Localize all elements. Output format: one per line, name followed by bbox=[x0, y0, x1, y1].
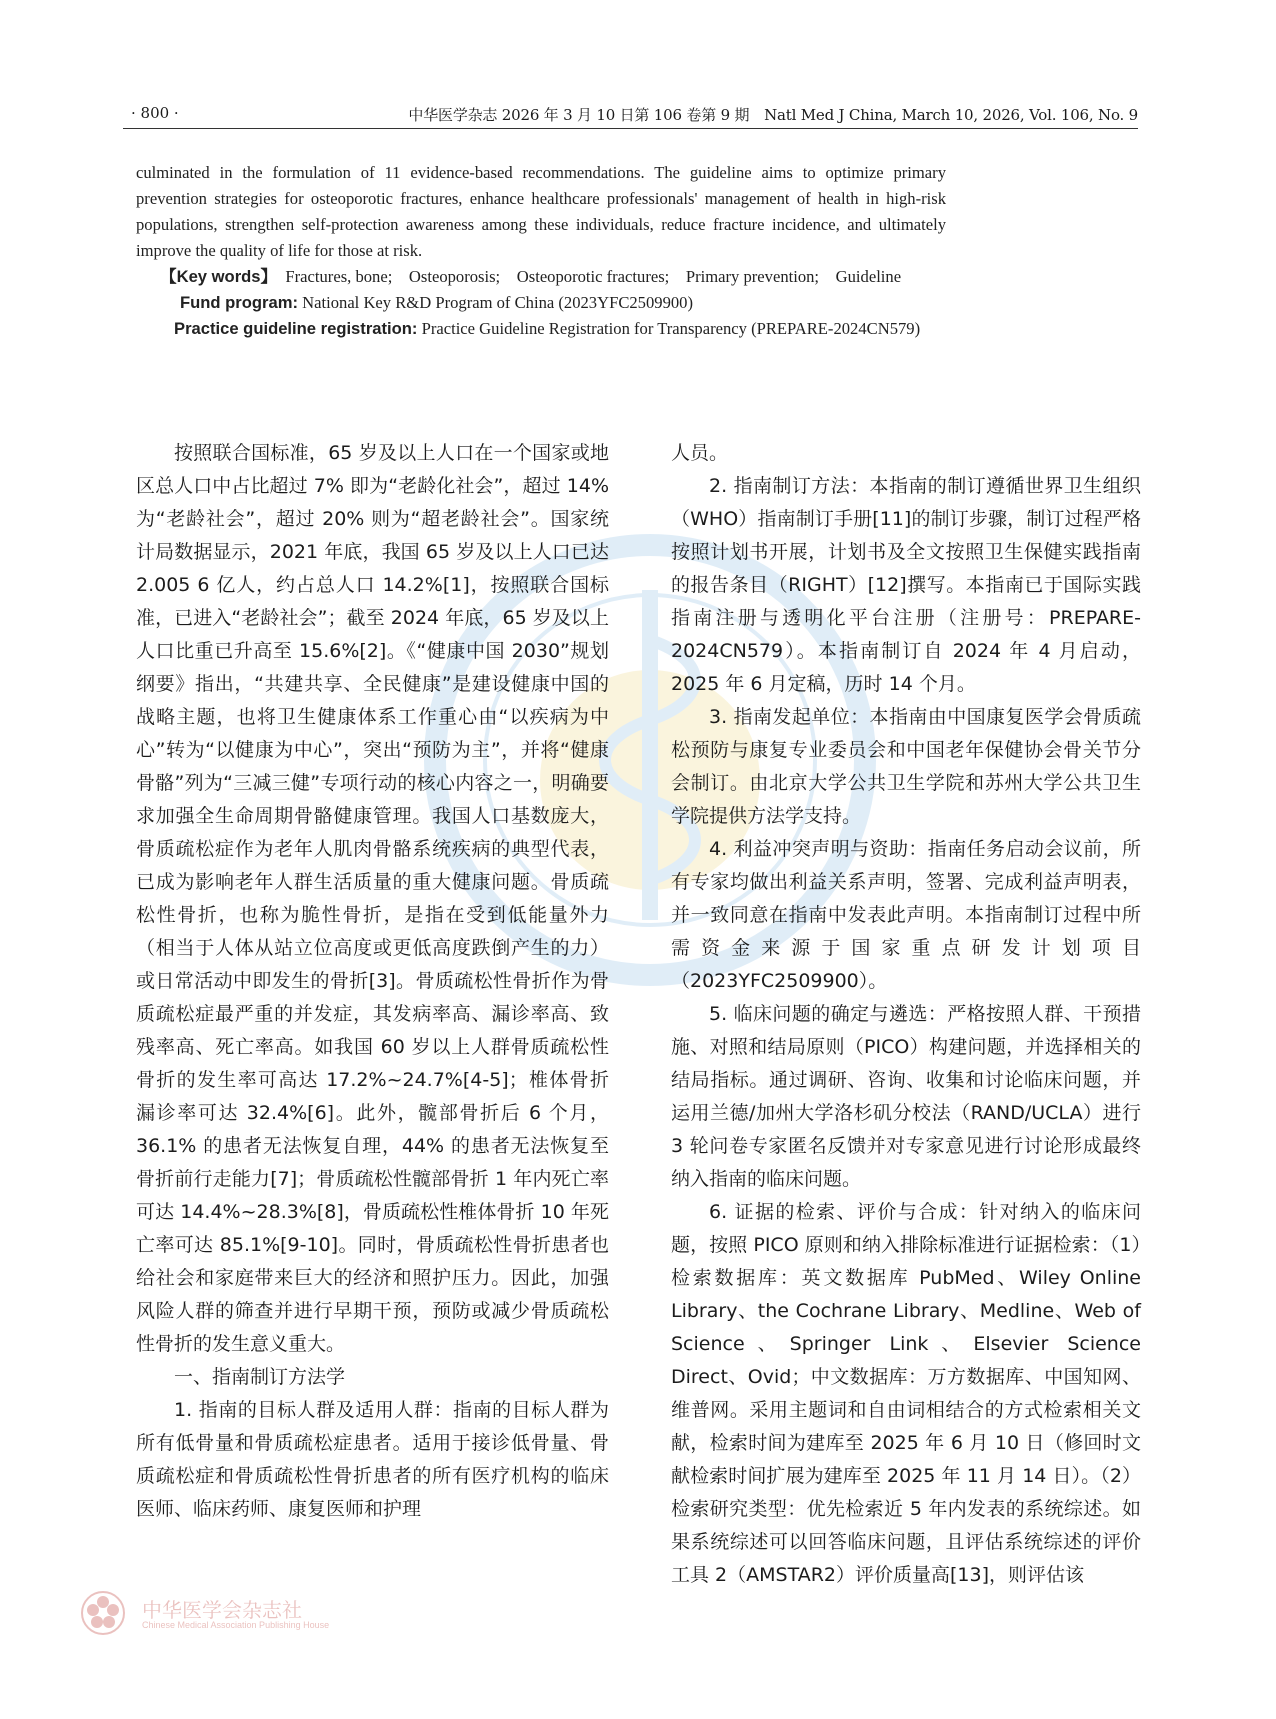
abstract-block bbox=[136, 160, 946, 342]
fund-line bbox=[136, 290, 946, 316]
publisher-name: 中华医学会杂志社 bbox=[142, 1598, 302, 1622]
publisher-logo bbox=[80, 1590, 600, 1640]
left-column bbox=[136, 437, 609, 1526]
abstract-text: culminated in the formulation of 11 evidence-based recommendations. The guideline aims to optimize primary prevention strategies for osteoporotic fractures, enhance healthcare professionals' management of health in high-risk populations, strengthen self-protection awareness among these individuals, reduce fracture incidence, and ultimately improve the quality of life for those at risk. bbox=[136, 163, 946, 260]
keywords-label: 【Key words】 bbox=[160, 267, 269, 286]
method-paragraph: 2. 指南制订方法：本指南的制订遵循世界卫生组织（WHO）指南制订手册[11]的制订步骤，制订过程严格按照计划书开展，计划书及全文按照卫生保健实践指南的报告条目（RIGHT）[12]撰写。本指南已于国际实践指南注册与透明化平台注册（注册号：PREPARE-2024CN579）。本指南制订自 2024 年 4 月启动，2025 年 6 月定稿，历时 14 个月。 bbox=[671, 475, 1141, 695]
continuation-text: 人员。 bbox=[671, 442, 729, 464]
journal-citation: 中华医学杂志 2026 年 3 月 10 日第 106 卷第 9 期 Natl Med J China, March 10, 2026, Vol. 106, No. 9 bbox=[408, 106, 1138, 124]
fund-label: Fund program: bbox=[180, 293, 298, 312]
section-heading: 一、指南制订方法学 bbox=[174, 1366, 346, 1388]
registration-text: Practice Guideline Registration for Transparency (PREPARE-2024CN579) bbox=[421, 319, 921, 338]
page-header bbox=[123, 102, 1138, 129]
right-column bbox=[671, 437, 1141, 1592]
evidence-paragraph: 6. 证据的检索、评价与合成：针对纳入的临床问题，按照 PICO 原则和纳入排除标准进行证据检索：（1）检索数据库：英文数据库 PubMed、Wiley Online Library、the Cochrane Library、Medline、Web of Science、Springer Link、Elsevier Science Direct、Ovid；中文数据库：万方数据库、中国知网、维普网。采用主题词和自由词相结合的方式检索相关文献，检索时间为建库至 2025 年 6 月 10 日（修回时文献检索时间扩展为建库至 2025 年 11 月 14 日）。（2）检索研究类型：优先检索近 5 年内发表的系统综述。如果系统综述可以回答临床问题，且评估系统综述的评价工具 2（AMSTAR2）评价质量高[13]，则评估该 bbox=[671, 1201, 1141, 1586]
flower-seal-icon bbox=[80, 1590, 126, 1636]
clinical-questions-paragraph: 5. 临床问题的确定与遴选：严格按照人群、干预措施、对照和结局原则（PICO）构建问题，并选择相关的结局指标。通过调研、咨询、收集和讨论临床问题，并运用兰德/加州大学洛杉矶分校法（RAND/UCLA）进行 3 轮问卷专家匿名反馈并对专家意见进行讨论形成最终纳入指南的临床问题。 bbox=[671, 1003, 1141, 1190]
intro-paragraph: 按照联合国标准，65 岁及以上人口在一个国家或地区总人口中占比超过 7% 即为“老龄化社会”，超过 14% 为“老龄社会”，超过 20% 则为“超老龄社会”。国家统计局数据显示，2021 年底，我国 65 岁及以上人口已达 2.005 6 亿人，约占总人口 14.2%[1]，按照联合国标准，已进入“老龄社会”；截至 2024 年底，65 岁及以上人口比重已升高至 15.6%[2]。《“健康中国 2030”规划纲要》指出，“共建共享、全民健康”是建设健康中国的战略主题，也将卫生健康体系工作重心由“以疾病为中心”转为“以健康为中心”，突出“预防为主”，并将“健康骨骼”列为“三减三健”专项行动的核心内容之一，明确要求加强全生命周期骨骼健康管理。我国人口基数庞大，骨质疏松症作为老年人肌肉骨骼系统疾病的典型代表，已成为影响老年人群生活质量的重大健康问题。骨质疏松性骨折，也称为脆性骨折，是指在受到低能量外力（相当于人体从站立位高度或更低高度跌倒产生的力）或日常活动中即发生的骨折[3]。骨质疏松性骨折作为骨质疏松症最严重的并发症，其发病率高、漏诊率高、致残率高、死亡率高。如我国 60 岁以上人群骨质疏松性骨折的发生率可高达 17.2%~24.7%[4-5]；椎体骨折漏诊率可达 32.4%[6]。此外，髋部骨折后 6 个月，36.1% 的患者无法恢复自理，44% 的患者无法恢复至骨折前行走能力[7]；骨质疏松性髋部骨折 1 年内死亡率可达 14.4%~28.3%[8]，骨质疏松性椎体骨折 10 年死亡率可达 85.1%[9-10]。同时，骨质疏松性骨折患者也给社会和家庭带来巨大的经济和照护压力。因此，加强风险人群的筛查并进行早期干预，预防或减少骨质疏松性骨折的发生意义重大。 bbox=[136, 442, 609, 1355]
registration-label: Practice guideline registration: bbox=[174, 319, 418, 338]
fund-text: National Key R&D Program of China (2023YFC2509900) bbox=[302, 293, 693, 312]
page-number: · 800 · bbox=[131, 104, 179, 122]
registration-line bbox=[136, 316, 946, 342]
keywords-line bbox=[136, 264, 946, 290]
publisher-name-en: Chinese Medical Association Publishing House bbox=[142, 1620, 330, 1630]
conflict-paragraph: 4. 利益冲突声明与资助：指南任务启动会议前，所有专家均做出利益关系声明，签署、完成利益声明表，并一致同意在指南中发表此声明。本指南制订过程中所需资金来源于国家重点研发计划项目（2023YFC2509900）。 bbox=[671, 838, 1141, 992]
initiator-paragraph: 3. 指南发起单位：本指南由中国康复医学会骨质疏松预防与康复专业委员会和中国老年保健协会骨关节分会制订。由北京大学公共卫生学院和苏州大学公共卫生学院提供方法学支持。 bbox=[671, 706, 1141, 827]
target-population-paragraph: 1. 指南的目标人群及适用人群：指南的目标人群为所有低骨量和骨质疏松症患者。适用于接诊低骨量、骨质疏松症和骨质疏松性骨折患者的所有医疗机构的临床医师、临床药师、康复医师和护理 bbox=[136, 1399, 609, 1520]
keywords: Fractures, bone; Osteoporosis; Osteoporotic fractures; Primary prevention; Guideline bbox=[285, 267, 902, 286]
